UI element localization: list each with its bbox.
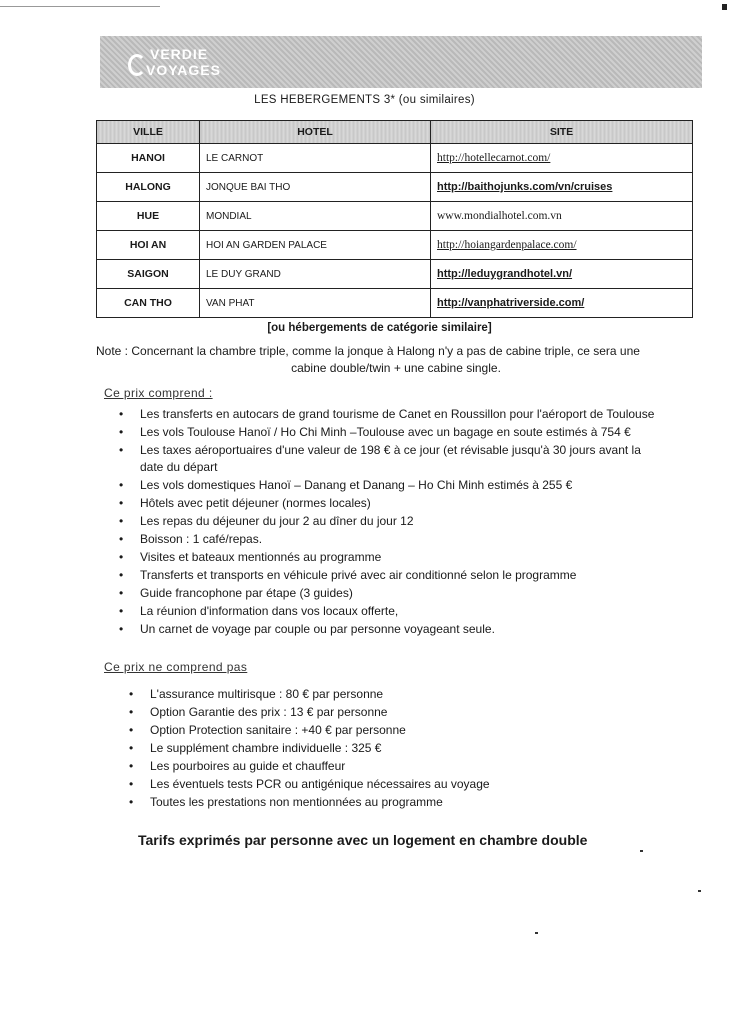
list-item: • Le supplément chambre individuelle : 325 € — [129, 741, 382, 755]
logo-line-2: VOYAGES — [146, 62, 221, 78]
verdie-voyages-logo — [128, 44, 238, 84]
bullet-icon: • — [129, 741, 134, 755]
table-row — [97, 231, 693, 260]
bullet-icon: • — [119, 622, 124, 636]
list-item: • Option Protection sanitaire : +40 € par personne — [129, 723, 406, 737]
bullet-icon: • — [119, 407, 124, 421]
list-item: • Hôtels avec petit déjeuner (normes locales) — [119, 496, 371, 510]
hotel-cell: VAN PHAT — [200, 289, 431, 318]
includes-list — [116, 406, 656, 639]
hotels-table — [96, 120, 693, 318]
bullet-icon: • — [119, 478, 124, 492]
bullet-icon: • — [119, 550, 124, 564]
site-link[interactable]: www.mondialhotel.com.vn — [431, 202, 693, 231]
table-row — [97, 202, 693, 231]
hotel-cell: HOI AN GARDEN PALACE — [200, 231, 431, 260]
bullet-icon: • — [129, 705, 134, 719]
site-link[interactable]: http://hoiangardenpalace.com/ — [431, 231, 693, 260]
list-item: • Transferts et transports en véhicule privé avec air conditionné selon le programme — [119, 568, 577, 582]
table-row — [97, 144, 693, 173]
excludes-title: Ce prix ne comprend pas — [104, 660, 248, 674]
section-heading: LES HEBERGEMENTS 3* (ou similaires) — [254, 94, 475, 106]
column-header-site: SITE — [431, 121, 693, 144]
list-item: • Les vols Toulouse Hanoï / Ho Chi Minh –Toulouse avec un bagage en soute estimés à 754 € — [119, 425, 631, 439]
table-row — [97, 173, 693, 202]
scan-corner-mark — [722, 4, 727, 10]
bullet-icon: • — [119, 514, 124, 528]
bullet-icon: • — [119, 604, 124, 618]
bullet-icon: • — [129, 759, 134, 773]
city-cell: CAN THO — [97, 289, 200, 318]
list-item: • Guide francophone par étape (3 guides) — [119, 586, 353, 600]
city-cell: HOI AN — [97, 231, 200, 260]
scan-speck — [698, 890, 701, 892]
list-item: • Toutes les prestations non mentionnées au programme — [129, 795, 443, 809]
list-item: • Les pourboires au guide et chauffeur — [129, 759, 346, 773]
city-cell: HALONG — [97, 173, 200, 202]
note-line-1: Note : Concernant la chambre triple, comme la jonque à Halong n'y a pas de cabine triple, ce sera une — [96, 344, 640, 358]
list-item: • Les taxes aéroportuaires d'une valeur de 198 € à ce jour (et révisable jusqu'à 30 jours avant la date du départ — [119, 443, 641, 474]
list-item: • Les repas du déjeuner du jour 2 au dîner du jour 12 — [119, 514, 414, 528]
site-link[interactable]: http://leduygrandhotel.vn/ — [431, 260, 693, 289]
city-cell: HANOI — [97, 144, 200, 173]
list-item: • Les vols domestiques Hanoï – Danang et Danang – Ho Chi Minh estimés à 255 € — [119, 478, 573, 492]
hotel-cell: MONDIAL — [200, 202, 431, 231]
list-item: • Visites et bateaux mentionnés au programme — [119, 550, 382, 564]
hotel-cell: LE DUY GRAND — [200, 260, 431, 289]
scan-top-line — [0, 6, 160, 7]
hotel-cell: LE CARNOT — [200, 144, 431, 173]
bullet-icon: • — [119, 586, 124, 600]
list-item: • Option Garantie des prix : 13 € par personne — [129, 705, 388, 719]
site-link[interactable]: http://hotellecarnot.com/ — [431, 144, 693, 173]
table-header-row — [97, 121, 693, 144]
bullet-icon: • — [119, 425, 124, 439]
table-row — [97, 289, 693, 318]
bullet-icon: • — [119, 443, 124, 457]
table-row — [97, 260, 693, 289]
bullet-icon: • — [129, 795, 134, 809]
column-header-ville: VILLE — [97, 121, 200, 144]
site-link[interactable]: http://vanphatriverside.com/ — [431, 289, 693, 318]
bullet-icon: • — [119, 568, 124, 582]
bullet-icon: • — [129, 723, 134, 737]
list-item: • L'assurance multirisque : 80 € par personne — [129, 687, 384, 701]
hotel-cell: JONQUE BAI THO — [200, 173, 431, 202]
list-item: • Un carnet de voyage par couple ou par personne voyageant seule. — [119, 622, 495, 636]
list-item: • Les éventuels tests PCR ou antigénique nécessaires au voyage — [129, 777, 490, 791]
includes-title: Ce prix comprend : — [104, 386, 213, 400]
column-header-hotel: HOTEL — [200, 121, 431, 144]
bullet-icon: • — [129, 777, 134, 791]
excludes-list — [126, 686, 626, 812]
list-item: • Les transferts en autocars de grand tourisme de Canet en Roussillon pour l'aéroport de Toulouse — [119, 407, 655, 421]
triple-room-note — [96, 343, 696, 377]
city-cell: HUE — [97, 202, 200, 231]
scan-speck — [535, 932, 538, 934]
city-cell: SAIGON — [97, 260, 200, 289]
scan-speck — [640, 850, 643, 852]
bullet-icon: • — [119, 496, 124, 510]
pricing-footer: Tarifs exprimés par personne avec un logement en chambre double — [138, 832, 588, 848]
similar-category-note: [ou hébergements de catégorie similaire] — [267, 322, 492, 334]
list-item: • Boisson : 1 café/repas. — [119, 532, 263, 546]
logo-swirl-icon — [128, 54, 146, 76]
bullet-icon: • — [119, 532, 124, 546]
bullet-icon: • — [129, 687, 134, 701]
list-item: • La réunion d'information dans vos locaux offerte, — [119, 604, 399, 618]
note-line-2: cabine double/twin + une cabine single. — [291, 361, 501, 375]
logo-line-1: VERDIE — [150, 46, 209, 62]
site-link[interactable]: http://baithojunks.com/vn/cruises — [431, 173, 693, 202]
